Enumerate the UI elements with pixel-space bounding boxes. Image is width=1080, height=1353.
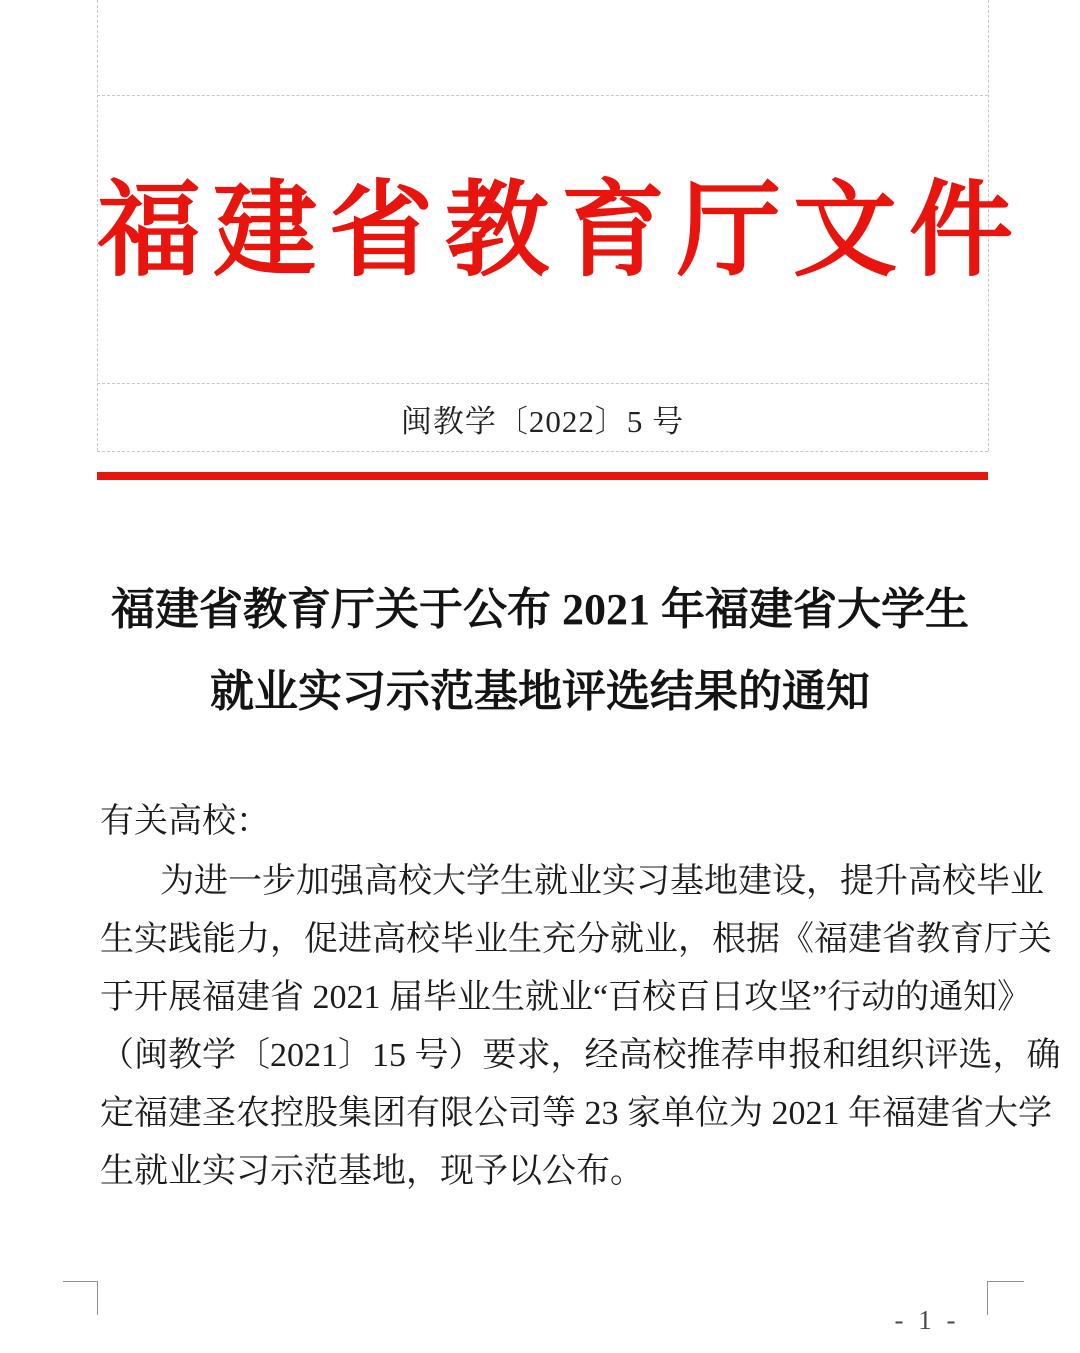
- corner-mark-bottom-left: [63, 1281, 98, 1315]
- letterhead-dashed-border-top: [97, 95, 988, 96]
- letterhead-dashed-border-bottom: [97, 451, 988, 452]
- salutation: 有关高校：: [100, 803, 270, 840]
- body-line: （闽教学〔2021〕15 号）要求，经高校推荐申报和组织评选，确: [100, 1037, 1061, 1074]
- red-separator-rule: [97, 472, 988, 480]
- document-title-line-2: 就业实习示范基地评选结果的通知: [210, 667, 870, 716]
- corner-mark-bottom-right: [987, 1281, 1024, 1315]
- body-line: 定福建圣农控股集团有限公司等 23 家单位为 2021 年福建省大学: [100, 1095, 1052, 1132]
- document-reference-number: 闽教学〔2022〕5 号: [400, 404, 685, 439]
- body-line: 生实践能力，促进高校毕业生充分就业，根据《福建省教育厅关: [100, 921, 1052, 958]
- page-number: - 1 -: [894, 1305, 960, 1335]
- agency-letterhead-title: 福建省教育厅文件: [97, 174, 1026, 289]
- document-title-line-1: 福建省教育厅关于公布 2021 年福建省大学生: [111, 585, 969, 634]
- body-line: 为进一步加强高校大学生就业实习基地建设，提升高校毕业: [160, 863, 1044, 900]
- body-line: 生就业实习示范基地，现予以公布。: [100, 1153, 644, 1190]
- body-line: 于开展福建省 2021 届毕业生就业“百校百日攻坚”行动的通知》: [100, 979, 1032, 1016]
- letterhead-dashed-border-middle: [97, 383, 988, 384]
- body-paragraph: [100, 853, 1061, 1201]
